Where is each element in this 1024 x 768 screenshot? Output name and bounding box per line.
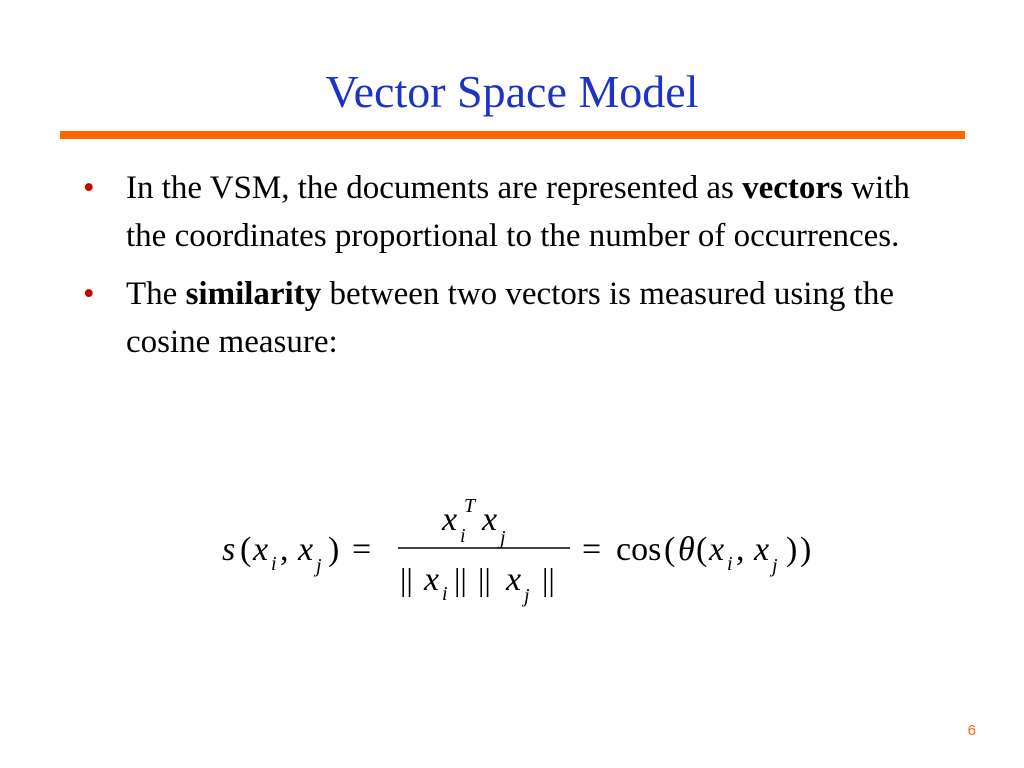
formula-lparen: (	[696, 531, 708, 568]
bullet-text-start: In the VSM, the documents are represented as	[126, 170, 743, 206]
formula-rparen: )	[800, 531, 812, 568]
formula-sub-i: i	[460, 525, 466, 547]
bullet-text-end: with the coordinates proportional to the number of occurrences.	[126, 170, 910, 254]
formula-sub-j: j	[524, 585, 530, 607]
formula-comma: ,	[736, 531, 745, 568]
formula-equals: =	[352, 531, 372, 568]
formula-sub-j: j	[316, 555, 322, 577]
bullet-text-start: The	[126, 276, 186, 312]
formula-rparen: )	[328, 531, 340, 568]
formula-norm: ||	[400, 561, 413, 597]
bullet-item-similarity	[80, 270, 940, 366]
formula-var-x: x	[482, 501, 498, 538]
formula-theta: θ	[678, 531, 695, 568]
bullet-dot-icon: •	[83, 276, 95, 312]
formula-rparen: )	[786, 531, 798, 568]
formula-comma: ,	[280, 531, 289, 568]
formula-norm: ||	[478, 561, 491, 597]
formula-var-x: x	[709, 531, 725, 568]
formula-sub-i: i	[442, 583, 448, 605]
formula-var-x: x	[298, 531, 314, 568]
formula-norm: ||	[454, 561, 467, 597]
title-divider	[60, 131, 965, 139]
page-number: 6	[967, 722, 976, 739]
formula-func-s: s	[222, 531, 236, 568]
formula-sub-i: i	[727, 553, 733, 575]
bullet-bold-term: vectors	[742, 170, 843, 206]
formula-var-x: x	[424, 561, 440, 598]
bullet-text-end: between two vectors is measured using the cosine measure:	[126, 276, 894, 360]
formula-sub-i: i	[271, 553, 277, 575]
bullet-list	[80, 164, 940, 376]
formula-lparen: (	[240, 531, 252, 568]
bullet-dot-icon: •	[83, 170, 95, 206]
formula-cos: cos	[616, 531, 662, 568]
cosine-similarity-formula	[220, 486, 860, 616]
formula-lparen: (	[664, 531, 676, 568]
slide-title: Vector Space Model	[325, 66, 699, 117]
formula-var-x: x	[253, 531, 269, 568]
formula-norm: ||	[542, 561, 555, 597]
formula-sub-j: j	[500, 527, 506, 549]
formula-sub-j: j	[772, 555, 778, 577]
bullet-bold-term: similarity	[185, 276, 322, 312]
bullet-item-vectors	[80, 164, 940, 260]
formula-equals: =	[582, 531, 602, 568]
formula-var-x: x	[506, 561, 522, 598]
formula-sup-t: T	[464, 495, 476, 517]
formula-var-x: x	[442, 501, 458, 538]
formula-var-x: x	[754, 531, 770, 568]
